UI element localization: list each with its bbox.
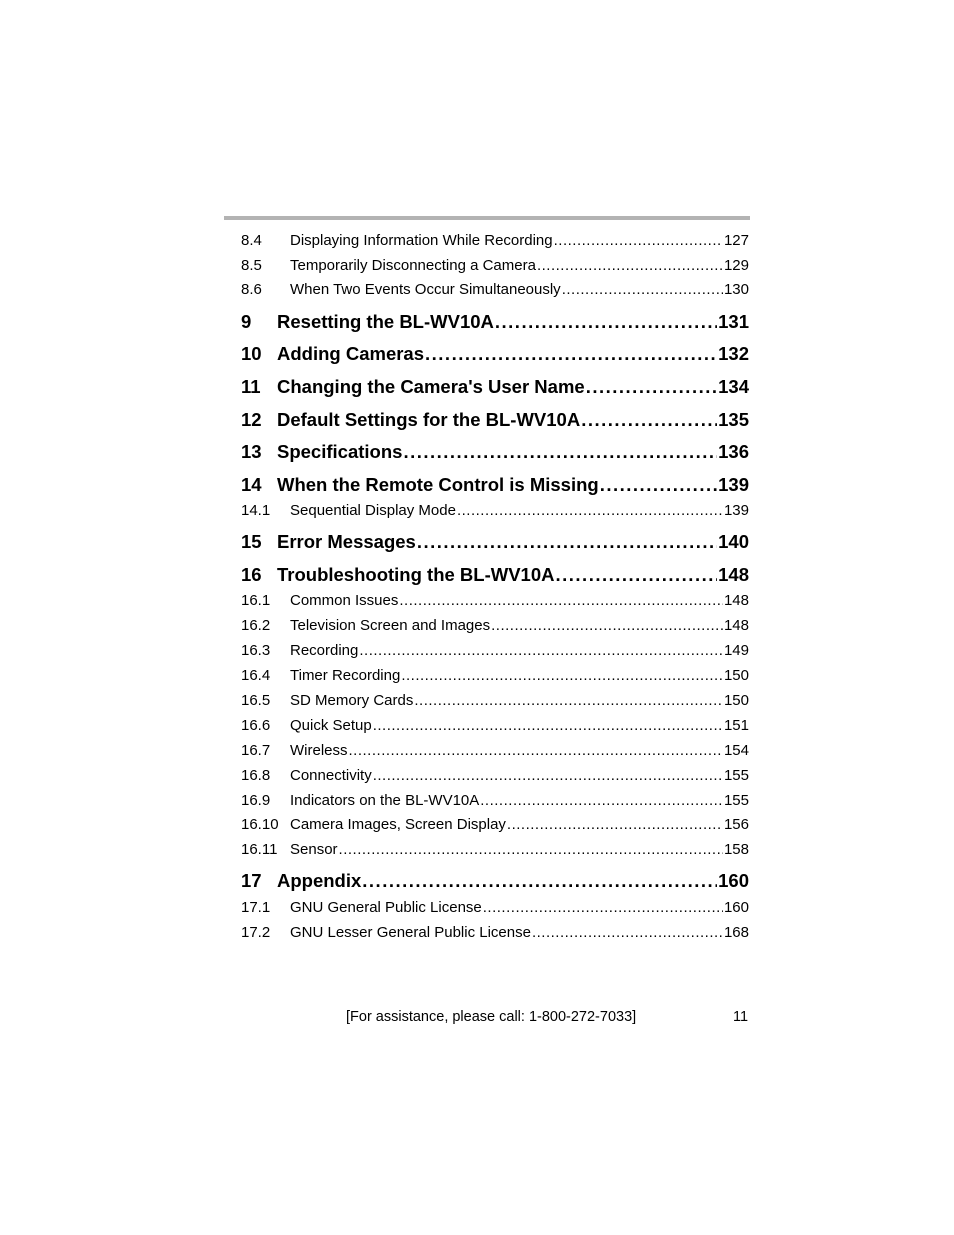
dot-leader bbox=[339, 841, 723, 858]
dot-leader bbox=[532, 924, 723, 941]
toc-chapter[interactable] bbox=[241, 564, 749, 588]
toc-chapter-page: 135 bbox=[718, 409, 749, 430]
toc-entry-number: 16.1 bbox=[241, 592, 271, 609]
toc-entry-number: 16.9 bbox=[241, 792, 271, 809]
toc-chapter-page: 139 bbox=[718, 474, 749, 495]
toc-entry[interactable] bbox=[241, 592, 749, 612]
header-rule bbox=[224, 216, 750, 220]
toc-entry-title: Wireless bbox=[290, 742, 348, 759]
dot-leader bbox=[403, 441, 717, 463]
dot-leader bbox=[507, 816, 723, 833]
toc-entry[interactable] bbox=[241, 841, 749, 861]
toc-chapter-page: 148 bbox=[718, 564, 749, 585]
toc-entry-title: Sequential Display Mode bbox=[290, 502, 456, 519]
toc-chapter-number: 11 bbox=[241, 376, 261, 397]
toc-entry-number: 17.2 bbox=[241, 924, 271, 941]
toc-chapter-number: 15 bbox=[241, 531, 262, 552]
toc-chapter-title: When the Remote Control is Missing bbox=[277, 474, 599, 495]
dot-leader bbox=[457, 502, 723, 519]
toc-entry-page: 155 bbox=[723, 767, 749, 784]
toc-entry-number: 8.5 bbox=[241, 257, 262, 274]
toc-entry[interactable] bbox=[241, 502, 749, 522]
toc-chapter-page: 140 bbox=[718, 531, 749, 552]
toc-entry-page: 168 bbox=[723, 924, 749, 941]
toc-entry-title: Timer Recording bbox=[290, 667, 401, 684]
toc-entry-title: GNU General Public License bbox=[290, 899, 482, 916]
toc-entry[interactable] bbox=[241, 642, 749, 662]
toc-chapter-number: 14 bbox=[241, 474, 262, 495]
toc-chapter-title: Default Settings for the BL-WV10A bbox=[277, 409, 581, 430]
dot-leader bbox=[480, 792, 723, 809]
toc-entry[interactable] bbox=[241, 767, 749, 787]
toc-entry-page: 160 bbox=[723, 899, 749, 916]
dot-leader bbox=[373, 767, 723, 784]
footer-assistance-text: [For assistance, please call: 1-800-272-7033] bbox=[346, 1009, 637, 1025]
toc-entry-title: Displaying Information While Recording bbox=[290, 232, 553, 249]
dot-leader bbox=[414, 692, 723, 709]
dot-leader bbox=[554, 232, 723, 249]
toc-chapter-page: 136 bbox=[718, 441, 749, 462]
toc-chapter-title: Changing the Camera's User Name bbox=[277, 376, 585, 397]
toc-entry[interactable] bbox=[241, 899, 749, 919]
toc-chapter-title: Error Messages bbox=[277, 531, 416, 552]
dot-leader bbox=[483, 899, 723, 916]
toc-entry-page: 155 bbox=[723, 792, 749, 809]
toc-entry-title: Indicators on the BL-WV10A bbox=[290, 792, 480, 809]
toc-entry-page: 150 bbox=[723, 667, 749, 684]
dot-leader bbox=[362, 870, 717, 892]
toc-entry-number: 16.7 bbox=[241, 742, 271, 759]
toc-entry-title: Temporarily Disconnecting a Camera bbox=[290, 257, 536, 274]
toc-chapter[interactable] bbox=[241, 409, 749, 433]
toc-chapter-number: 10 bbox=[241, 343, 262, 364]
dot-leader bbox=[491, 617, 723, 634]
toc-entry-number: 14.1 bbox=[241, 502, 271, 519]
toc-entry-number: 8.6 bbox=[241, 281, 262, 298]
toc-entry-title: Quick Setup bbox=[290, 717, 372, 734]
toc-chapter-number: 17 bbox=[241, 870, 262, 891]
toc-entry-number: 16.2 bbox=[241, 617, 271, 634]
toc-chapter[interactable] bbox=[241, 376, 749, 400]
toc-chapter-page: 132 bbox=[718, 343, 749, 364]
toc-chapter[interactable] bbox=[241, 531, 749, 555]
toc-chapter[interactable] bbox=[241, 311, 749, 335]
toc-chapter-title: Resetting the BL-WV10A bbox=[277, 311, 494, 332]
toc-chapter-page: 134 bbox=[718, 376, 749, 397]
toc-entry-number: 16.11 bbox=[241, 841, 278, 858]
toc-entry[interactable] bbox=[241, 816, 749, 836]
dot-leader bbox=[359, 642, 723, 659]
toc-entry[interactable] bbox=[241, 792, 749, 812]
toc-entry-title: Camera Images, Screen Display bbox=[290, 816, 506, 833]
toc-entry-number: 8.4 bbox=[241, 232, 262, 249]
toc-chapter-number: 16 bbox=[241, 564, 262, 585]
toc-entry-page: 150 bbox=[723, 692, 749, 709]
toc-entry-title: GNU Lesser General Public License bbox=[290, 924, 531, 941]
toc-entry-number: 16.8 bbox=[241, 767, 271, 784]
dot-leader bbox=[600, 474, 717, 496]
toc-entry-page: 158 bbox=[723, 841, 749, 858]
toc-entry[interactable] bbox=[241, 742, 749, 762]
toc-entry-title: When Two Events Occur Simultaneously bbox=[290, 281, 561, 298]
toc-entry-number: 16.4 bbox=[241, 667, 271, 684]
dot-leader bbox=[562, 281, 723, 298]
toc-entry-page: 139 bbox=[723, 502, 749, 519]
toc-chapter-title: Adding Cameras bbox=[277, 343, 425, 364]
toc-entry[interactable] bbox=[241, 692, 749, 712]
toc-chapter[interactable] bbox=[241, 870, 749, 894]
toc-chapter-title: Specifications bbox=[277, 441, 403, 462]
toc-entry-page: 148 bbox=[723, 617, 749, 634]
toc-entry-number: 16.6 bbox=[241, 717, 271, 734]
dot-leader bbox=[495, 311, 717, 333]
toc-chapter[interactable] bbox=[241, 474, 749, 498]
toc-entry-page: 151 bbox=[723, 717, 749, 734]
dot-leader bbox=[537, 257, 723, 274]
toc-entry-title: Sensor bbox=[290, 841, 338, 858]
dot-leader bbox=[401, 667, 723, 684]
toc-chapter-page: 131 bbox=[718, 311, 749, 332]
toc-chapter-number: 12 bbox=[241, 409, 262, 430]
toc-entry-page: 129 bbox=[723, 257, 749, 274]
toc-chapter-number: 13 bbox=[241, 441, 262, 462]
toc-entry-title: Connectivity bbox=[290, 767, 372, 784]
toc-chapter-title: Troubleshooting the BL-WV10A bbox=[277, 564, 555, 585]
toc-entry[interactable] bbox=[241, 924, 749, 944]
toc-entry-title: SD Memory Cards bbox=[290, 692, 414, 709]
toc-chapter[interactable] bbox=[241, 441, 749, 465]
toc-entry[interactable] bbox=[241, 617, 749, 637]
toc-entry-number: 16.3 bbox=[241, 642, 271, 659]
toc-entry-page: 149 bbox=[723, 642, 749, 659]
dot-leader bbox=[349, 742, 723, 759]
toc-entry[interactable] bbox=[241, 257, 749, 277]
dot-leader bbox=[373, 717, 723, 734]
toc-entry-number: 16.5 bbox=[241, 692, 271, 709]
toc-entry[interactable] bbox=[241, 717, 749, 737]
dot-leader bbox=[425, 343, 717, 365]
toc-chapter-number: 9 bbox=[241, 311, 252, 332]
toc-entry[interactable] bbox=[241, 281, 749, 301]
dot-leader bbox=[581, 409, 717, 431]
toc-entry-page: 156 bbox=[723, 816, 749, 833]
dot-leader bbox=[417, 531, 717, 553]
toc-chapter-title: Appendix bbox=[277, 870, 362, 891]
toc-chapter[interactable] bbox=[241, 343, 749, 367]
toc-entry-page: 127 bbox=[723, 232, 749, 249]
toc-entry-title: Common Issues bbox=[290, 592, 399, 609]
dot-leader bbox=[586, 376, 717, 398]
toc-entry[interactable] bbox=[241, 667, 749, 687]
dot-leader bbox=[399, 592, 723, 609]
toc-entry-title: Recording bbox=[290, 642, 359, 659]
toc-entry-page: 154 bbox=[723, 742, 749, 759]
toc-entry-title: Television Screen and Images bbox=[290, 617, 491, 634]
toc-entry-page: 130 bbox=[723, 281, 749, 298]
toc-entry-number: 16.10 bbox=[241, 816, 279, 833]
toc-entry-number: 17.1 bbox=[241, 899, 271, 916]
toc-entry-page: 148 bbox=[723, 592, 749, 609]
footer-page-number: 11 bbox=[733, 1009, 749, 1025]
dot-leader bbox=[556, 564, 718, 586]
toc-entry[interactable] bbox=[241, 232, 749, 252]
toc-chapter-page: 160 bbox=[718, 870, 749, 891]
